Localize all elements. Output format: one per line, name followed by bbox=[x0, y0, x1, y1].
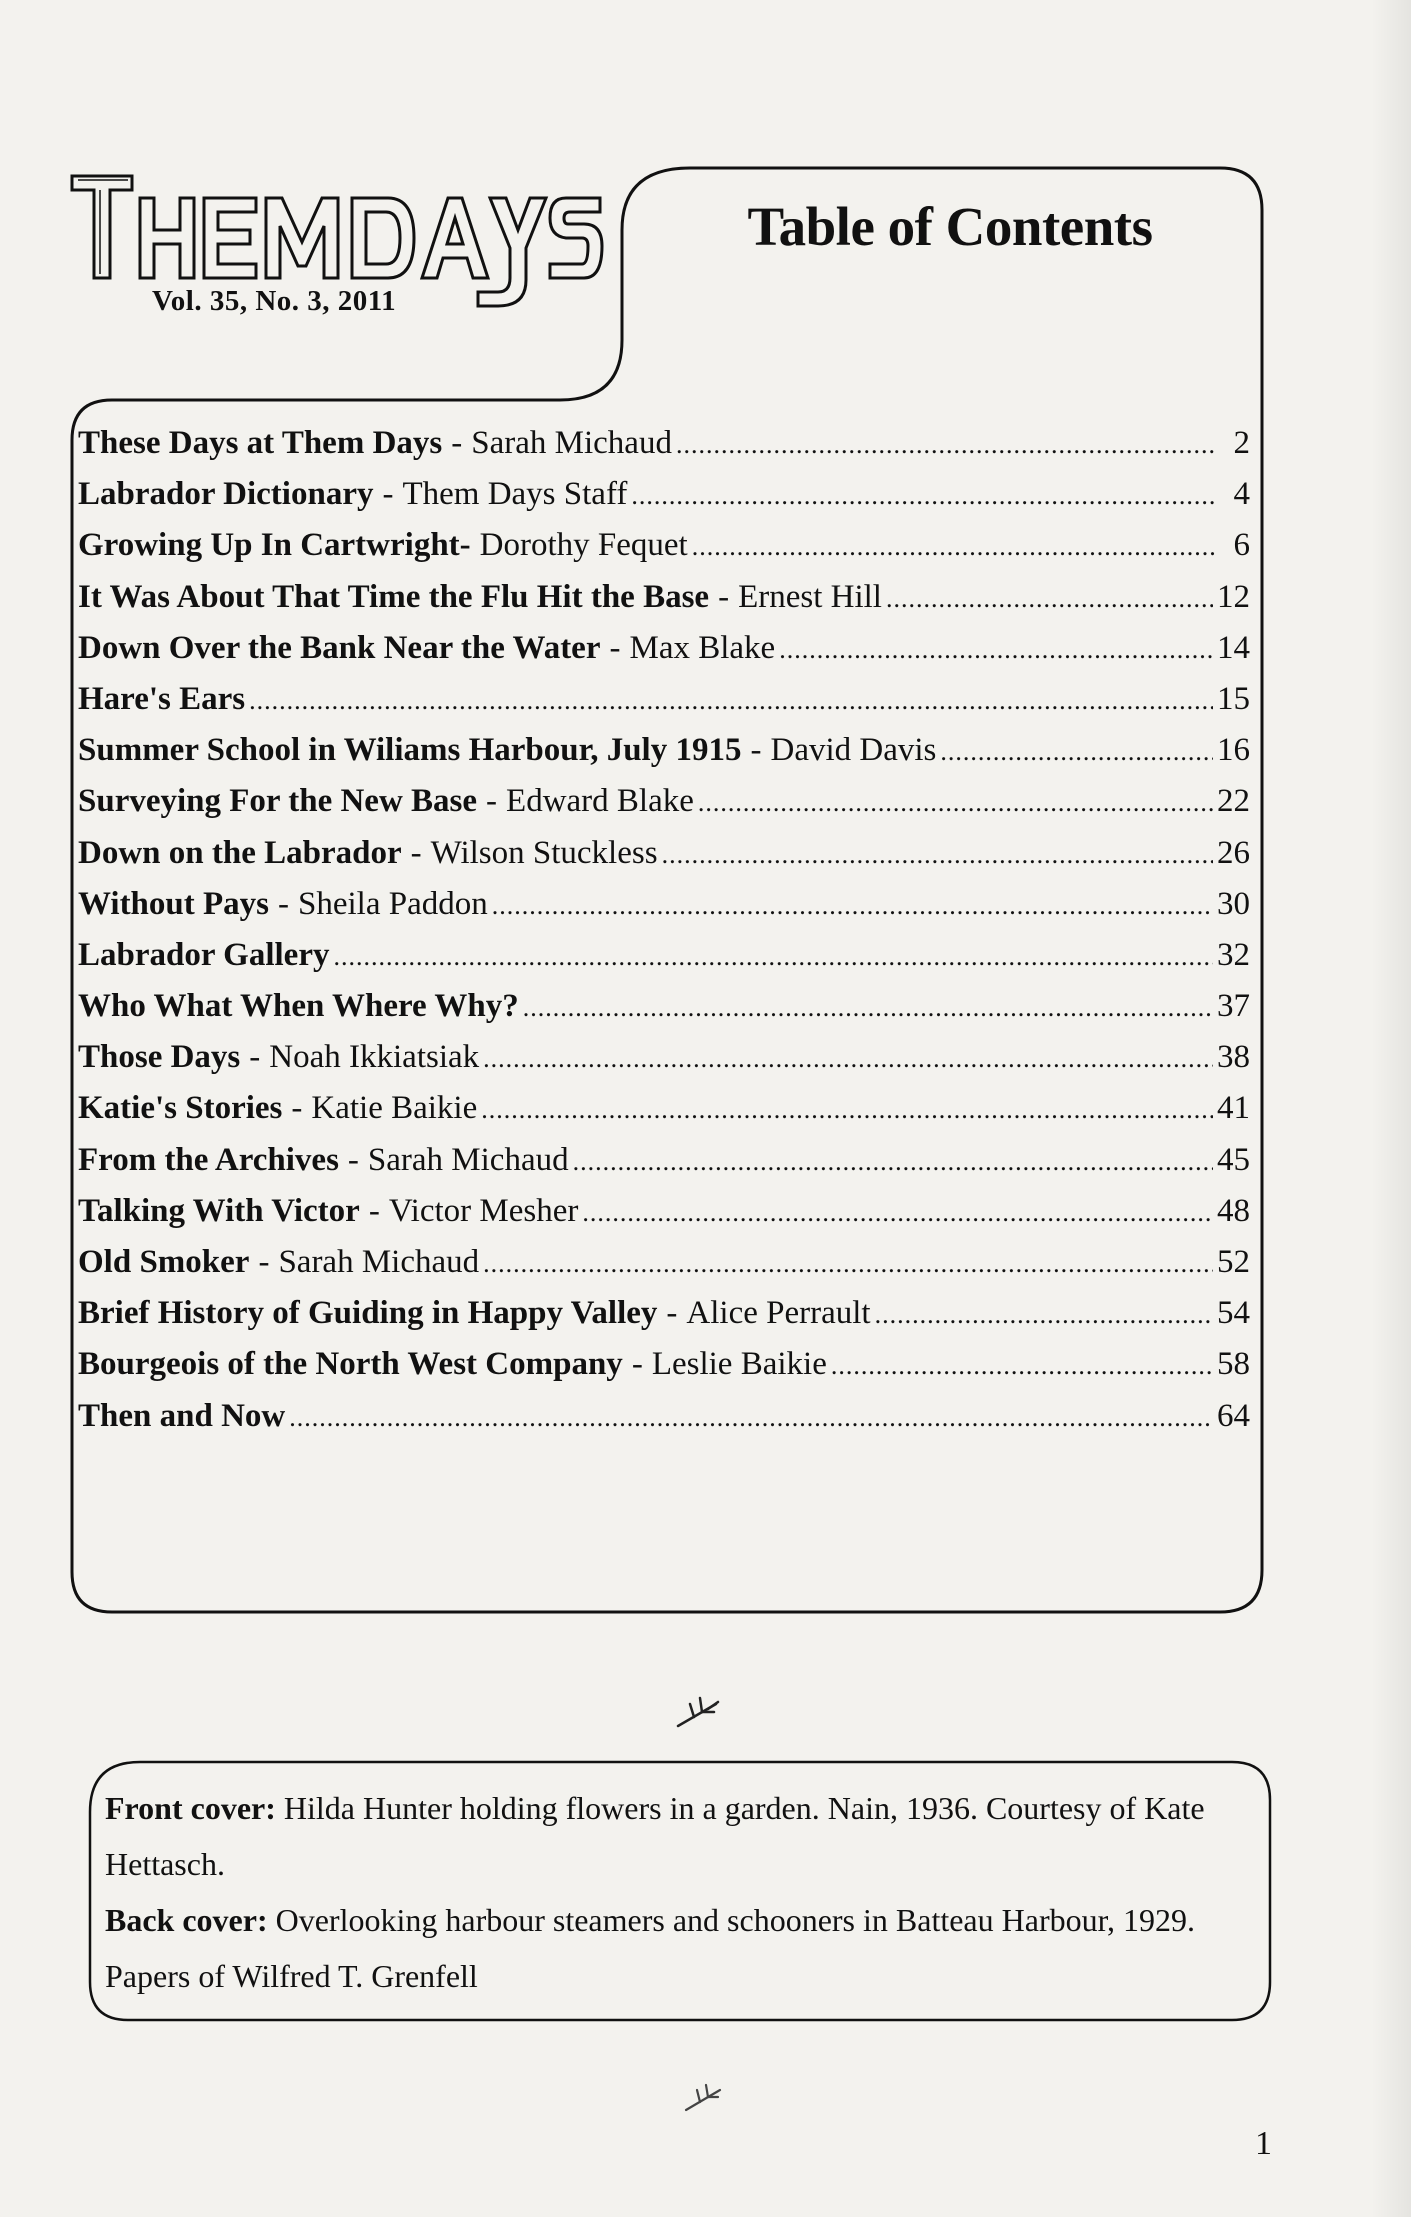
leader-dots bbox=[573, 1147, 1213, 1177]
toc-entry[interactable] bbox=[78, 783, 1250, 834]
front-cover-label: Front cover: bbox=[105, 1790, 276, 1826]
toc-list bbox=[78, 425, 1250, 1449]
toc-entry-page: 41 bbox=[1217, 1090, 1250, 1127]
toc-entry-page: 6 bbox=[1233, 527, 1250, 564]
leader-dots bbox=[886, 584, 1213, 614]
leader-dots bbox=[492, 891, 1213, 921]
leader-dots bbox=[698, 788, 1213, 818]
toc-entry-title: Who What When Where Why? bbox=[78, 988, 519, 1025]
toc-entry-page: 2 bbox=[1233, 425, 1250, 461]
toc-entry-page: 26 bbox=[1217, 834, 1250, 871]
page-number: 1 bbox=[1255, 2125, 1272, 2162]
toc-entry-title: Hare's Ears bbox=[78, 680, 246, 717]
toc-entry[interactable] bbox=[78, 1193, 1250, 1244]
toc-entry-separator: - bbox=[258, 1244, 270, 1280]
front-cover-note bbox=[105, 1780, 1265, 1892]
leader-dots bbox=[779, 635, 1213, 665]
toc-entry-page: 58 bbox=[1217, 1346, 1250, 1383]
front-cover-text: Hilda Hunter holding flowers in a garden. Nain, 1936. Courtesy of Kate Hettasch. bbox=[105, 1790, 1205, 1882]
toc-entry-title: Brief History of Guiding in Happy Valley bbox=[78, 1295, 658, 1332]
toc-entry-title: Summer School in Wiliams Harbour, July 1915 bbox=[78, 732, 742, 769]
leader-dots bbox=[662, 840, 1213, 870]
toc-entry-title: Down Over the Bank Near the Water bbox=[78, 629, 601, 666]
toc-entry-author: Dorothy Fequet bbox=[479, 527, 688, 564]
toc-entry-separator: - bbox=[347, 1141, 359, 1178]
toc-entry-author: Victor Mesher bbox=[388, 1192, 579, 1229]
toc-entry-title: Without Pays bbox=[78, 885, 270, 922]
toc-entry-author: Sarah Michaud bbox=[367, 1141, 569, 1178]
toc-entry-page: 22 bbox=[1217, 783, 1250, 820]
toc-entry-author: David Davis bbox=[770, 732, 937, 769]
toc-entry-title: Those Days bbox=[78, 1039, 241, 1076]
toc-entry-separator: - bbox=[382, 476, 394, 513]
leader-dots bbox=[831, 1351, 1213, 1381]
toc-entry-separator: - bbox=[451, 425, 463, 461]
toc-entry-page: 30 bbox=[1217, 885, 1250, 922]
toc-entry[interactable] bbox=[78, 630, 1250, 681]
leader-dots bbox=[631, 481, 1216, 511]
toc-entry-author: Wilson Stuckless bbox=[430, 834, 658, 871]
toc-entry[interactable] bbox=[78, 681, 1250, 732]
toc-entry-separator: - bbox=[368, 1192, 380, 1229]
leader-dots bbox=[523, 993, 1213, 1023]
toc-entry-page: 15 bbox=[1217, 680, 1250, 717]
toc-entry[interactable] bbox=[78, 886, 1250, 937]
toc-entry-page: 12 bbox=[1217, 578, 1250, 615]
toc-entry-author: Sheila Paddon bbox=[298, 885, 488, 922]
toc-entry[interactable] bbox=[78, 835, 1250, 886]
toc-entry-author: Katie Baikie bbox=[311, 1090, 478, 1127]
toc-entry-page: 54 bbox=[1217, 1295, 1250, 1332]
leader-dots bbox=[289, 1403, 1213, 1433]
toc-entry-author: Sarah Michaud bbox=[471, 425, 672, 461]
toc-entry-author: Alice Perrault bbox=[686, 1295, 871, 1332]
toc-entry-separator: - bbox=[291, 1090, 303, 1127]
toc-entry-title: These Days at Them Days bbox=[78, 425, 443, 461]
toc-entry-separator: - bbox=[718, 578, 730, 615]
toc-entry-page: 64 bbox=[1217, 1397, 1250, 1434]
toc-entry[interactable] bbox=[78, 1244, 1250, 1295]
toc-entry-title: Then and Now bbox=[78, 1397, 286, 1434]
back-cover-note bbox=[105, 1892, 1265, 2004]
toc-entry[interactable] bbox=[78, 937, 1250, 988]
toc-entry-page: 52 bbox=[1217, 1244, 1250, 1280]
toc-entry-author: Sarah Michaud bbox=[278, 1244, 480, 1280]
leader-dots bbox=[333, 942, 1213, 972]
leader-dots bbox=[940, 737, 1213, 767]
back-cover-label: Back cover: bbox=[105, 1902, 268, 1938]
toc-entry-separator: - bbox=[666, 1295, 678, 1332]
toc-entry-separator: - bbox=[486, 783, 498, 820]
toc-entry[interactable] bbox=[78, 988, 1250, 1039]
toc-entry-title: Bourgeois of the North West Company bbox=[78, 1346, 623, 1383]
volume-line: Vol. 35, No. 3, 2011 bbox=[152, 285, 397, 317]
leader-dots bbox=[483, 1044, 1213, 1074]
toc-entry-author: Edward Blake bbox=[506, 783, 694, 820]
toc-entry-title: Labrador Dictionary bbox=[78, 476, 374, 513]
toc-entry-separator: - bbox=[249, 1039, 261, 1076]
toc-entry[interactable] bbox=[78, 1295, 1250, 1346]
toc-entry[interactable] bbox=[78, 1398, 1250, 1449]
toc-entry-separator: - bbox=[631, 1346, 643, 1383]
leader-dots bbox=[676, 430, 1216, 460]
toc-entry-page: 4 bbox=[1233, 476, 1250, 513]
toc-entry[interactable] bbox=[78, 1039, 1250, 1090]
toc-entry-separator: - bbox=[609, 629, 621, 666]
leader-dots bbox=[692, 532, 1216, 562]
toc-entry-author: Max Blake bbox=[629, 629, 776, 666]
toc-entry[interactable] bbox=[78, 1346, 1250, 1397]
leader-dots bbox=[249, 686, 1213, 716]
toc-entry-page: 16 bbox=[1217, 732, 1250, 769]
page-edge-shadow bbox=[1371, 0, 1411, 2217]
toc-entry-title: Katie's Stories bbox=[78, 1090, 283, 1127]
toc-entry-page: 38 bbox=[1217, 1039, 1250, 1076]
toc-entry[interactable] bbox=[78, 1142, 1250, 1193]
toc-entry-title: Down on the Labrador bbox=[78, 834, 402, 871]
toc-entry-page: 45 bbox=[1217, 1141, 1250, 1178]
leader-dots bbox=[582, 1198, 1213, 1228]
toc-entry-title: Talking With Victor bbox=[78, 1192, 360, 1229]
toc-entry-page: 14 bbox=[1217, 629, 1250, 666]
toc-entry[interactable] bbox=[78, 579, 1250, 630]
toc-entry-author: Leslie Baikie bbox=[651, 1346, 827, 1383]
sprig-ornament-icon bbox=[680, 2078, 734, 2118]
toc-entry-separator: - bbox=[750, 732, 762, 769]
toc-entry[interactable] bbox=[78, 527, 1250, 578]
toc-entry-page: 37 bbox=[1217, 988, 1250, 1025]
toc-entry-page: 48 bbox=[1217, 1192, 1250, 1229]
toc-entry[interactable] bbox=[78, 476, 1250, 527]
toc-entry-author: Them Days Staff bbox=[402, 476, 628, 513]
toc-entry-title: Growing Up In Cartwright- bbox=[78, 527, 471, 564]
leader-dots bbox=[875, 1300, 1213, 1330]
toc-entry-author: Ernest Hill bbox=[738, 578, 882, 615]
toc-entry-author: Noah Ikkiatsiak bbox=[269, 1039, 480, 1076]
toc-entry-separator: - bbox=[410, 834, 422, 871]
toc-entry-page: 32 bbox=[1217, 936, 1250, 973]
toc-entry-title: From the Archives bbox=[78, 1141, 339, 1178]
toc-entry[interactable] bbox=[78, 425, 1250, 476]
toc-entry-title: Surveying For the New Base bbox=[78, 783, 478, 820]
leader-dots bbox=[481, 1095, 1213, 1125]
toc-entry-title: It Was About That Time the Flu Hit the Base bbox=[78, 578, 710, 615]
toc-entry-separator: - bbox=[278, 885, 290, 922]
leader-dots bbox=[483, 1249, 1213, 1279]
toc-entry-title: Labrador Gallery bbox=[78, 936, 330, 973]
toc-entry[interactable] bbox=[78, 732, 1250, 783]
toc-heading: Table of Contents bbox=[747, 196, 1153, 257]
toc-entry[interactable] bbox=[78, 1090, 1250, 1141]
back-cover-text: Overlooking harbour steamers and schooners in Batteau Harbour, 1929. Papers of Wilfred T. Grenfell bbox=[105, 1902, 1195, 1994]
toc-entry-title: Old Smoker bbox=[78, 1244, 250, 1280]
cover-notes bbox=[105, 1780, 1265, 2004]
masthead bbox=[70, 168, 630, 328]
sprig-ornament-icon bbox=[672, 1690, 732, 1734]
